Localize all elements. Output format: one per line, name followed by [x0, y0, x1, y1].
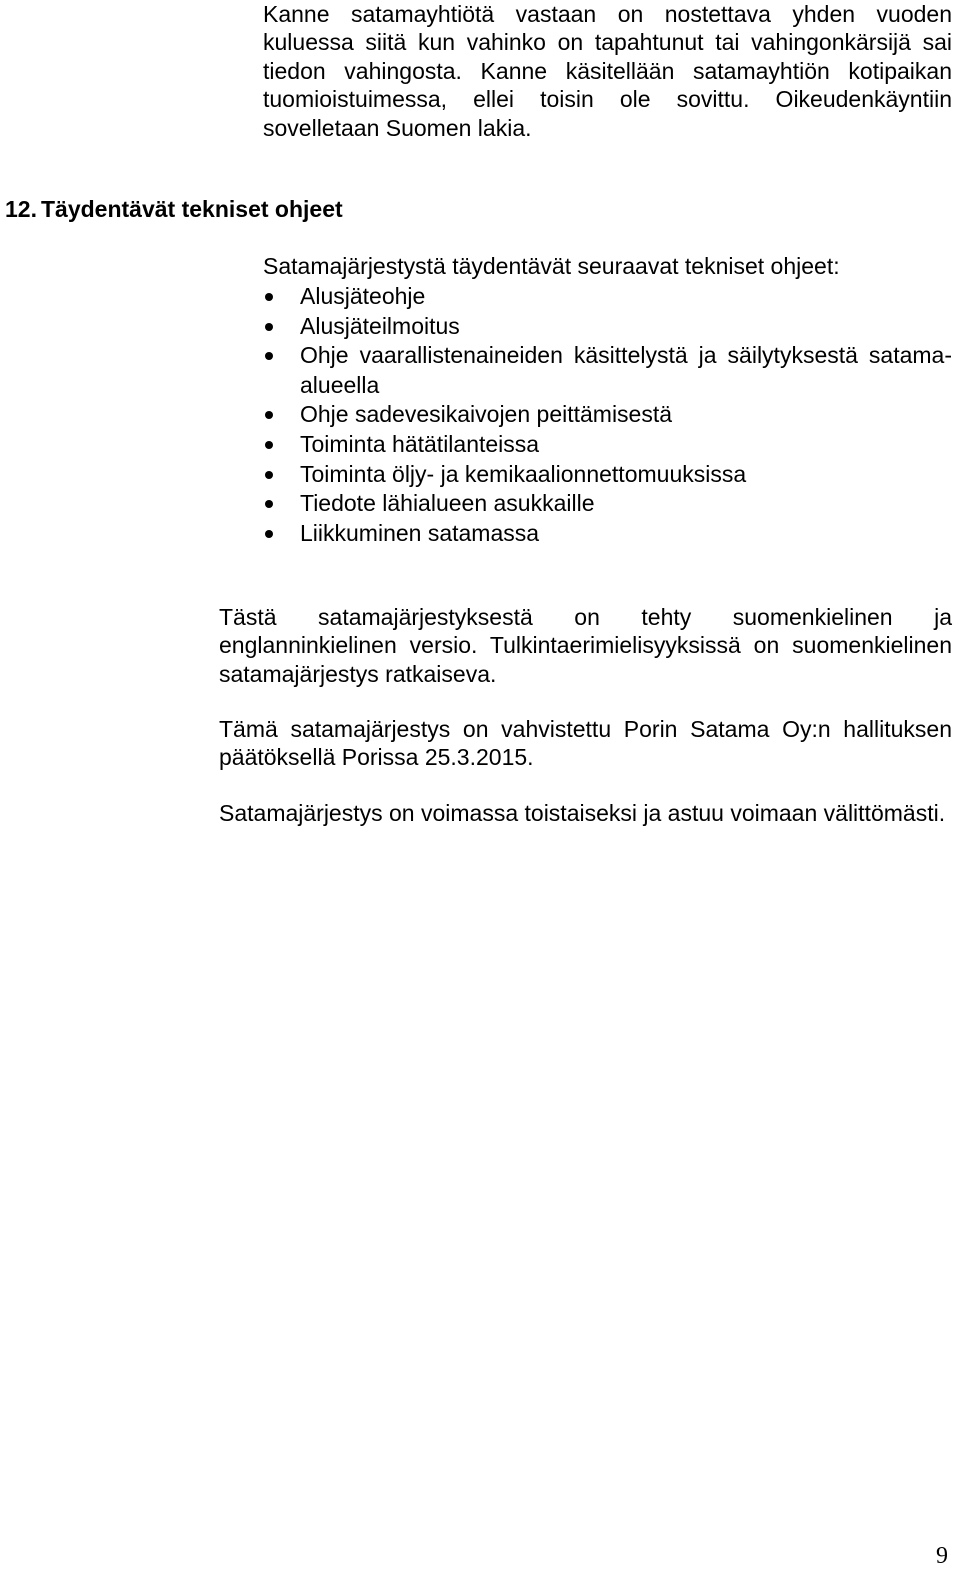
validity-paragraph: Satamajärjestys on voimassa toistaiseksi ja astuu voimaan välittömästi.	[219, 800, 946, 826]
approval-paragraph: Tämä satamajärjestys on vahvistettu Porin Satama Oy:n hallituksen päätöksellä Porissa 25.3.2015.	[219, 716, 952, 771]
bullet-icon	[265, 441, 273, 449]
bullet-icon	[265, 323, 273, 331]
bullet-icon	[265, 530, 273, 538]
bullet-icon	[265, 500, 273, 508]
list-item	[263, 282, 952, 312]
bullet-icon	[265, 411, 273, 419]
list-item	[263, 489, 952, 519]
bullet-icon	[265, 471, 273, 479]
list-item	[263, 400, 952, 430]
section-title: Täydentävät tekniset ohjeet	[41, 196, 343, 222]
list-item-text: Liikkuminen satamassa	[300, 519, 540, 546]
technical-guides-list	[263, 282, 952, 548]
list-item	[263, 430, 952, 460]
list-item-text: Alusjäteohje	[300, 283, 426, 309]
intro-paragraph: Kanne satamayhtiötä vastaan on nostettava yhden vuoden kuluessa siitä kun vahinko on tapahtunut tai vahingonkärsijä sai tiedon vahingosta. Kanne käsitellään satamayhtiön kotipaikan tuomioistuimessa, ellei toisin ole sovittu. Oikeudenkäyntiin sovelletaan Suomen lakia.	[263, 1, 952, 141]
list-item-text: Ohje sadevesikaivojen peittämisestä	[300, 401, 673, 428]
list-item	[263, 341, 952, 400]
bullet-icon	[265, 293, 273, 301]
list-item-text: Toiminta öljy- ja kemikaalionnettomuuksissa	[300, 460, 747, 487]
list-item	[263, 312, 952, 342]
list-item-text: Ohje vaarallistenaineiden käsittelystä ja säilytyksestä satama-alueella	[300, 342, 952, 398]
list-item	[263, 460, 952, 490]
page-number: 9	[936, 1543, 948, 1569]
section-lead: Satamajärjestystä täydentävät seuraavat tekniset ohjeet:	[263, 253, 840, 279]
bullet-icon	[265, 352, 273, 360]
list-item	[263, 519, 952, 549]
list-item-text: Toiminta hätätilanteissa	[300, 430, 540, 457]
list-item-text: Alusjäteilmoitus	[300, 312, 460, 339]
language-paragraph: Tästä satamajärjestyksestä on tehty suomenkielinen ja englanninkielinen versio. Tulkintaerimielisyyksissä on suomenkielinen satamajärjestys ratkaiseva.	[219, 604, 952, 687]
list-item-text: Tiedote lähialueen asukkaille	[300, 490, 595, 517]
section-number: 12.	[5, 196, 37, 222]
